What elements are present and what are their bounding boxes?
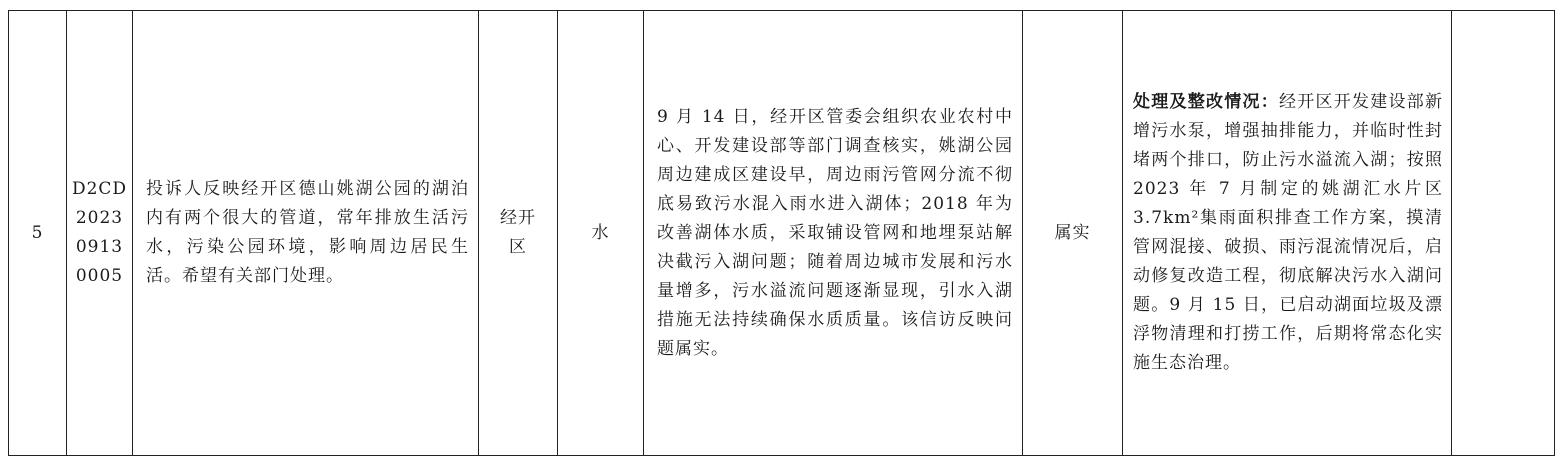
pollution-type: 水	[591, 222, 610, 243]
handling-label: 处理及整改情况：	[1133, 92, 1279, 112]
pollution-type-cell	[558, 11, 644, 456]
investigation-text: 9 月 14 日，经开区管委会组织农业农村中心、开发建设部等部门调查核实，姚湖公园周边建成区建设早，周边雨污管网分流不彻底易致污水混入雨水进入湖体；2018 年为改善湖体水质，采取铺设管网和地埋泵站解决截污入湖问题；随着周边城市发展和污水量增多，污水溢流问题逐渐显现，引水入湖措施无法持续确保水质质量。该信访反映问题属实。	[657, 106, 1013, 359]
complaint-text: 投诉人反映经开区德山姚湖公园的湖泊内有两个很大的管道，常年排放生活污水，污染公园环境，影响周边居民生活。希望有关部门处理。	[146, 179, 469, 286]
sequence-number-cell	[9, 11, 67, 456]
district: 经开 区	[500, 208, 536, 257]
case-table	[8, 10, 1555, 456]
verdict-cell	[1023, 11, 1123, 456]
sequence-number: 5	[31, 222, 44, 243]
district-cell	[479, 11, 558, 456]
case-id: D2CD 2023 0913 0005	[71, 179, 128, 286]
handling-text: 经开区开发建设部新增污水泵，增强抽排能力，并临时性封堵两个排口，防止污水溢流入湖；按照 2023 年 7 月制定的姚湖汇水片区 3.7km²集雨面积排查工作方案，摸清管网混接、破损、雨污混流情况后，启动修复改造工程，彻底解决污水入湖问题。9 月 15 日，已启动湖面垃圾及漂浮物清理和打捞工作，后期将常态化实施生态治理。	[1133, 92, 1443, 373]
remarks-cell	[1452, 11, 1555, 456]
table-row	[9, 11, 1555, 456]
case-id-cell	[67, 11, 133, 456]
handling-cell	[1123, 11, 1452, 456]
verdict: 属实	[1054, 222, 1091, 243]
investigation-cell	[644, 11, 1023, 456]
complaint-cell	[133, 11, 479, 456]
